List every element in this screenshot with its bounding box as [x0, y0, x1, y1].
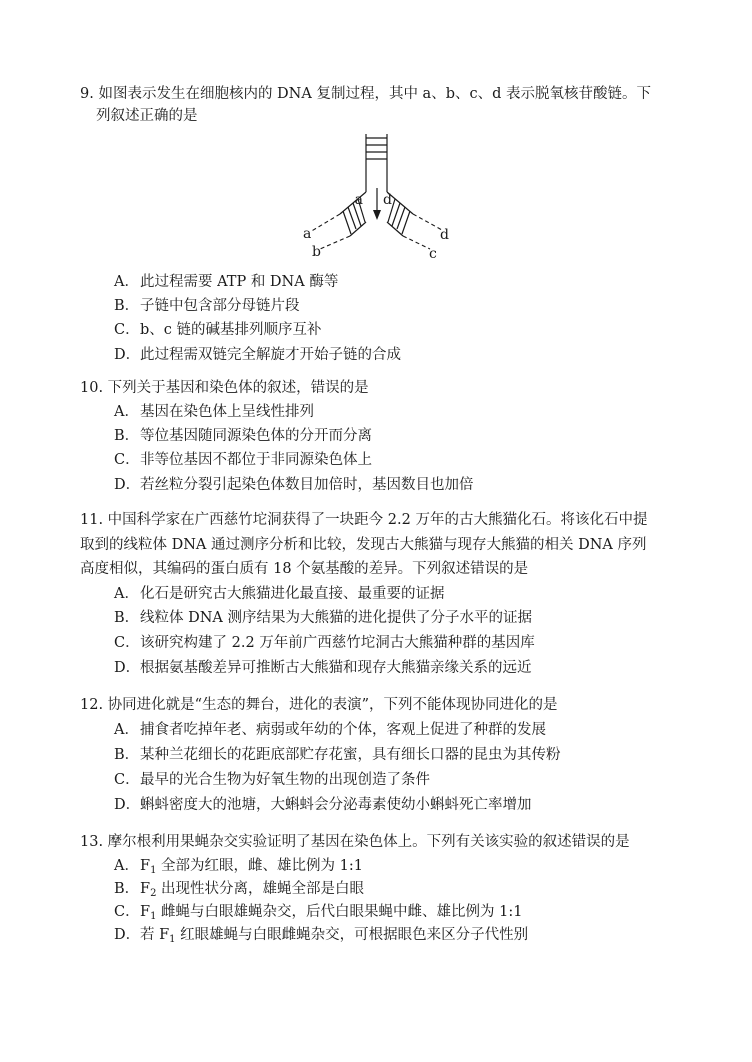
q11-stem-line1: 11. 中国科学家在广西慈竹坨洞获得了一块距今 2.2 万年的古大熊猫化石。将该化石中提 — [80, 512, 648, 528]
option-text-post: 出现性状分离，雄蝇全部是白眼 — [156, 881, 365, 897]
q9-option-d — [114, 345, 401, 365]
option-letter: B． — [114, 747, 140, 763]
option-text-post: 雌蝇与白眼雄蝇杂交，后代白眼果蝇中雌、雄比例为 1:1 — [156, 904, 523, 920]
option-text: 最早的光合生物为好氧生物的出现创造了条件 — [140, 772, 430, 788]
label-a-top: a — [354, 192, 363, 208]
q9-option-c — [114, 320, 322, 340]
option-text: 基因在染色体上呈线性排列 — [140, 404, 314, 420]
q11-option-c — [114, 633, 535, 653]
q9-stem-line1: 9. 如图表示发生在细胞核内的 DNA 复制过程，其中 a、b、c、d 表示脱氧核苷酸链。下 — [80, 86, 651, 102]
label-d-top: d — [383, 192, 392, 208]
option-letter: B． — [114, 881, 140, 897]
option-text-post: 红眼雄蝇与白眼雌蝇杂交，可根据眼色来区分子代性别 — [175, 927, 529, 943]
option-text: b、c 链的碱基排列顺序互补 — [140, 322, 322, 338]
option-letter: B． — [114, 610, 140, 626]
dna-replication-diagram — [296, 130, 466, 265]
left-fork-strand-b-dashed — [320, 236, 350, 249]
q10-option-a — [114, 402, 314, 422]
q13-option-a — [114, 856, 363, 876]
parent-base-pairs — [366, 138, 387, 159]
q11-option-a — [114, 584, 445, 604]
option-letter: D． — [114, 477, 141, 493]
q10-stem: 10. 下列关于基因和染色体的叙述，错误的是 — [80, 380, 369, 396]
q13-option-b — [114, 879, 364, 899]
q9-option-a — [114, 272, 338, 292]
option-letter: D． — [114, 927, 141, 943]
option-letter: C． — [114, 904, 140, 920]
q13-option-d — [114, 925, 528, 945]
left-fork-strand-a-dashed — [310, 214, 340, 232]
option-letter: A． — [114, 722, 139, 738]
option-text: 线粒体 DNA 测序结果为大熊猫的进化提供了分子水平的证据 — [140, 610, 533, 626]
option-letter: C． — [114, 322, 140, 338]
option-letter: A． — [114, 586, 139, 602]
option-text: 等位基因随同源染色体的分开而分离 — [140, 428, 372, 444]
option-text: 若丝粒分裂引起染色体数目加倍时，基因数目也加倍 — [140, 477, 474, 493]
label-b-left: b — [312, 244, 321, 260]
option-letter: A． — [114, 858, 139, 874]
q9-option-b — [114, 296, 300, 316]
q12-stem: 12. 协同进化就是“生态的舞台，进化的表演”，下列不能体现协同进化的是 — [80, 697, 558, 713]
q12-option-a — [114, 720, 546, 740]
option-text: 此过程需双链完全解旋才开始子链的合成 — [140, 347, 401, 363]
label-d-right: d — [440, 227, 449, 243]
right-fork-strand-c — [387, 222, 403, 236]
option-subscript: 1 — [150, 865, 157, 876]
q13-stem: 13. 摩尔根利用果蝇杂交实验证明了基因在染色体上。下列有关该实验的叙述错误的是 — [80, 834, 630, 850]
q10-option-d — [114, 475, 474, 495]
option-text: 蝌蚪密度大的池塘，大蝌蚪会分泌毒素使幼小蝌蚪死亡率增加 — [140, 797, 532, 813]
option-letter: C． — [114, 452, 140, 468]
option-text: 此过程需要 ATP 和 DNA 酶等 — [140, 274, 339, 290]
option-text: 子链中包含部分母链片段 — [140, 298, 300, 314]
q9-stem-line2: 列叙述正确的是 — [96, 108, 198, 124]
option-letter: B． — [114, 428, 140, 444]
direction-arrow-head — [373, 210, 381, 220]
option-text: 非等位基因不都位于非同源染色体上 — [140, 452, 372, 468]
q12-option-b — [114, 745, 561, 765]
option-text: 该研究构建了 2.2 万年前广西慈竹坨洞古大熊猫种群的基因库 — [140, 635, 535, 651]
q11-stem-line3: 高度相似，其编码的蛋白质有 18 个氨基酸的差异。下列叙述错误的是 — [80, 561, 529, 577]
left-fork-strand-b — [350, 222, 366, 236]
q11-option-d — [114, 658, 532, 678]
q10-option-c — [114, 450, 372, 470]
right-fork-strand-c-dashed — [403, 236, 430, 249]
label-c-right: c — [429, 246, 437, 262]
label-a-left: a — [303, 226, 312, 242]
option-text: 化石是研究古大熊猫进化最直接、最重要的证据 — [140, 586, 445, 602]
q11-option-b — [114, 608, 532, 628]
option-letter: A． — [114, 404, 139, 420]
option-subscript: 1 — [169, 934, 176, 945]
option-text-pre: F — [140, 881, 151, 897]
option-letter: D． — [114, 347, 141, 363]
right-fork-strand-d-dashed — [413, 214, 442, 230]
option-text: 根据氨基酸差异可推断古大熊猫和现存大熊猫亲缘关系的远近 — [140, 660, 532, 676]
option-subscript: 2 — [150, 888, 157, 899]
option-text: 某种兰花细长的花距底部贮存花蜜，具有细长口器的昆虫为其传粉 — [140, 747, 561, 763]
option-letter: C． — [114, 772, 140, 788]
q12-option-d — [114, 795, 532, 815]
option-text-post: 全部为红眼，雌、雄比例为 1:1 — [156, 858, 363, 874]
option-text-pre: F — [140, 858, 151, 874]
q10-option-b — [114, 426, 372, 446]
option-letter: B． — [114, 298, 140, 314]
q13-option-c — [114, 902, 523, 922]
option-text-pre: F — [140, 904, 151, 920]
option-letter: D． — [114, 660, 141, 676]
option-letter: D． — [114, 797, 141, 813]
option-text-pre: 若 F — [140, 927, 170, 943]
option-letter: C． — [114, 635, 140, 651]
option-subscript: 1 — [150, 911, 157, 922]
q12-option-c — [114, 770, 430, 790]
option-letter: A． — [114, 274, 139, 290]
option-text: 捕食者吃掉年老、病弱或年幼的个体，客观上促进了种群的发展 — [140, 722, 546, 738]
q11-stem-line2: 取到的线粒体 DNA 通过测序分析和比较，发现古大熊猫与现存大熊猫的相关 DNA 序列 — [80, 537, 647, 553]
